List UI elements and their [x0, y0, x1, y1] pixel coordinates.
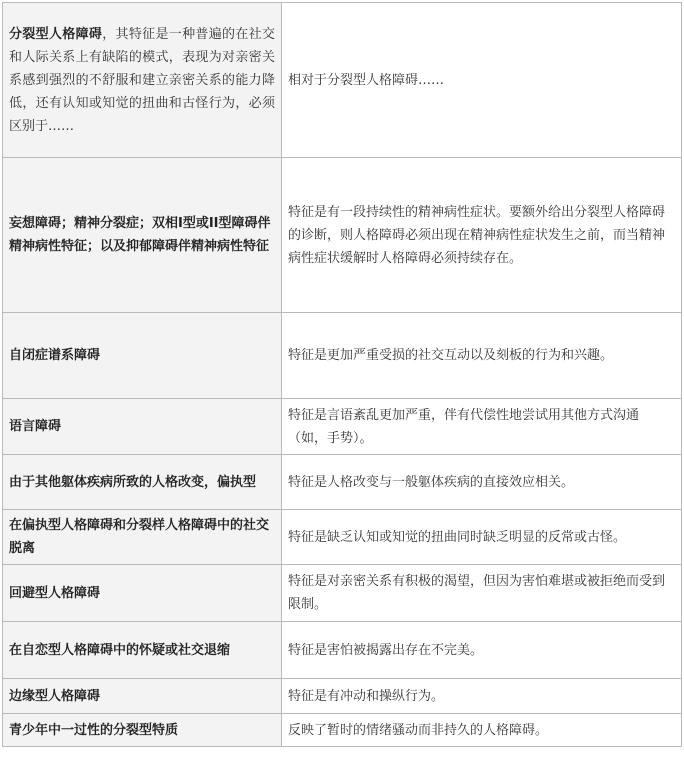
table-row — [3, 313, 682, 399]
condition-description: ，其特征是一种普遍的在社交和人际关系上有缺陷的模式，表现为对亲密关系感到强烈的不舒服和建立亲密关系的能力降低，还有认知或知觉的扭曲和古怪行为，必须区别于…… — [9, 26, 275, 134]
condition-cell — [3, 622, 282, 679]
condition-name: 由于其他躯体疾病所致的人格改变，偏执型 — [9, 474, 257, 490]
table-row — [3, 565, 682, 622]
table-row — [3, 714, 682, 747]
condition-cell — [3, 399, 282, 455]
condition-cell — [3, 3, 282, 158]
condition-cell — [3, 565, 282, 622]
condition-cell — [3, 714, 282, 747]
condition-name: 在偏执型人格障碍和分裂样人格障碍中的社交脱离 — [9, 518, 270, 556]
condition-name: 自闭症谱系障碍 — [9, 348, 101, 363]
distinction-cell: 特征是对亲密关系有积极的渴望，但因为害怕难堪或被拒绝而受到限制。 — [282, 565, 682, 622]
table-row — [3, 399, 682, 455]
distinction-cell: 反映了暂时的情绪骚动而非持久的人格障碍。 — [282, 714, 682, 747]
condition-cell — [3, 313, 282, 399]
condition-name: 在自恋型人格障碍中的怀疑或社交退缩 — [9, 642, 231, 658]
distinction-cell: 特征是害怕被揭露出存在不完美。 — [282, 622, 682, 679]
table-row — [3, 679, 682, 714]
condition-name: 青少年中一过性的分裂型特质 — [9, 722, 179, 738]
distinction-cell: 特征是言语紊乱更加严重，伴有代偿性地尝试用其他方式沟通（如，手势）。 — [282, 399, 682, 455]
distinction-cell: 特征是更加严重受损的社交互动以及刻板的行为和兴趣。 — [282, 313, 682, 399]
differential-diagnosis-table — [2, 2, 682, 747]
table-row — [3, 510, 682, 565]
distinction-cell: 特征是有冲动和操纵行为。 — [282, 679, 682, 714]
condition-cell — [3, 455, 282, 510]
distinction-cell: 特征是有一段持续性的精神病性症状。要额外给出分裂型人格障碍的诊断，则人格障碍必须出现在精神病性症状发生之前，而当精神病性症状缓解时人格障碍必须持续存在。 — [282, 158, 682, 313]
table-row — [3, 622, 682, 679]
condition-name: 妄想障碍；精神分裂症；双相I型或II型障碍伴精神病性特征；以及抑郁障碍伴精神病性特征 — [9, 216, 271, 254]
distinction-cell: 特征是缺乏认知或知觉的扭曲同时缺乏明显的反常或古怪。 — [282, 510, 682, 565]
distinction-cell: 相对于分裂型人格障碍…… — [282, 3, 682, 158]
condition-name: 回避型人格障碍 — [9, 585, 101, 601]
condition-cell — [3, 158, 282, 313]
condition-cell — [3, 510, 282, 565]
table-row — [3, 3, 682, 158]
condition-name: 分裂型人格障碍 — [9, 26, 103, 42]
condition-cell — [3, 679, 282, 714]
table-row — [3, 158, 682, 313]
distinction-cell: 特征是人格改变与一般躯体疾病的直接效应相关。 — [282, 455, 682, 510]
condition-name: 语言障碍 — [9, 419, 62, 434]
table-row — [3, 455, 682, 510]
condition-name: 边缘型人格障碍 — [9, 688, 101, 704]
